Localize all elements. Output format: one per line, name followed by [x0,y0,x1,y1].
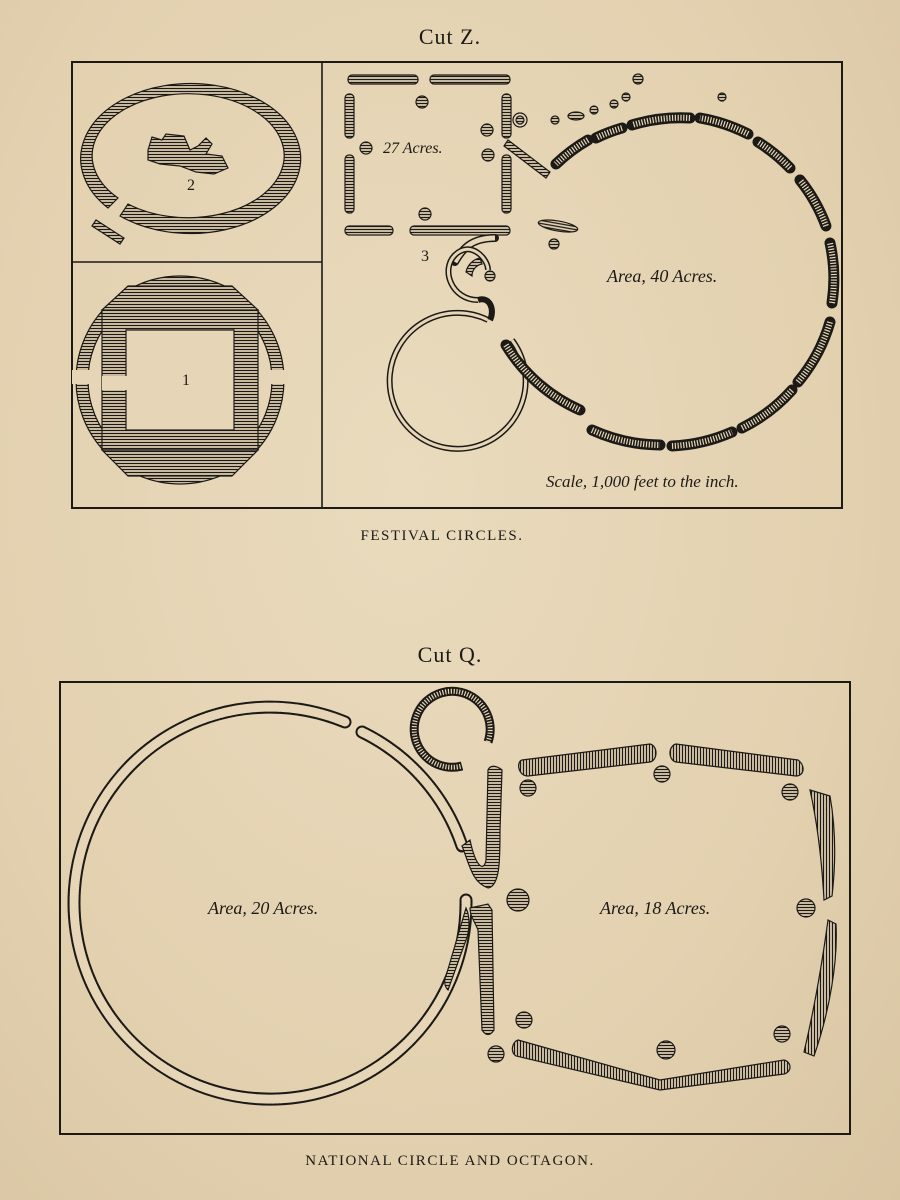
cut-z-caption: FESTIVAL CIRCLES. [360,528,524,544]
cut-q-title: Cut Q. [417,642,483,667]
acres-27-label: 27 Acres. [383,140,443,157]
avenue-walls [445,766,502,1034]
scale-label: Scale, 1,000 feet to the inch. [546,472,739,491]
figure-1-circle-with-square [72,276,288,484]
figure-2-oval-enclosure [81,84,301,244]
cut-q-caption: NATIONAL CIRCLE AND OCTAGON. [305,1153,595,1169]
small-mounds [466,239,559,281]
cut-z-title: Cut Z. [418,24,482,49]
cut-q-border [60,682,850,1134]
small-top-circle [414,691,490,767]
fig3-label: 3 [421,248,429,265]
fig2-label: 2 [187,177,195,194]
oval-wall-fragment [92,220,124,244]
cut-q-plate [60,682,850,1134]
fig1-label: 1 [182,372,190,389]
acres-18-label: Area, 18 Acres. [600,898,711,918]
inner-mound [148,134,228,174]
figure-3-square-enclosure [345,75,550,235]
acres-20-label: Area, 20 Acres. [208,898,319,918]
cut-z-plate [72,62,842,508]
acres-40-label: Area, 40 Acres. [607,266,718,286]
